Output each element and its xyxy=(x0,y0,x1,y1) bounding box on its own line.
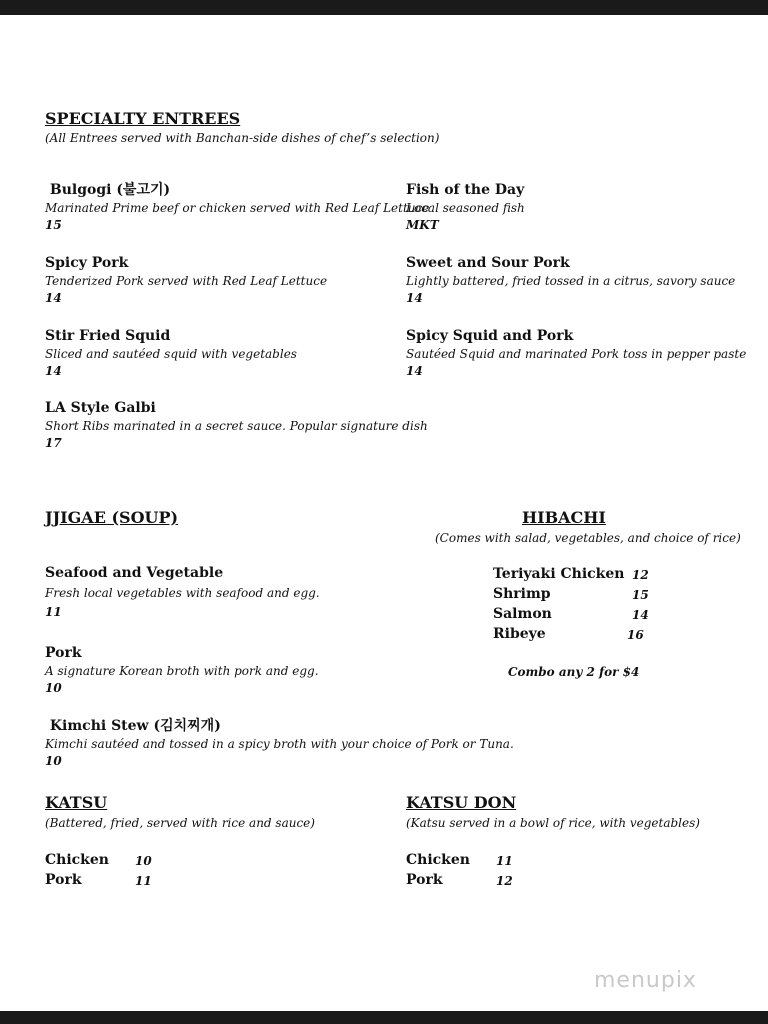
specialty-entrees-note: (All Entrees served with Banchan-side dishes of chef’s selection) xyxy=(45,131,440,145)
bottom-border-bar xyxy=(0,1011,768,1024)
item-price: 10 xyxy=(45,754,62,768)
hibachi-row-salmon xyxy=(493,604,653,624)
menu-item-seafood-and-vegetable xyxy=(45,564,320,621)
hibachi-row-shrimp xyxy=(493,584,653,604)
item-price: 14 xyxy=(45,291,62,305)
item-price: 11 xyxy=(496,854,513,868)
item-description: Local seasoned fish xyxy=(406,201,525,215)
item-price: 10 xyxy=(135,854,152,868)
item-name: Stir Fried Squid xyxy=(45,328,171,344)
hibachi-combo-note: Combo any 2 for $4 xyxy=(508,665,640,679)
item-name: Pork xyxy=(45,645,82,661)
katsu-don-row-pork xyxy=(406,870,526,890)
item-description: Lightly battered, fried tossed in a citrus, savory sauce xyxy=(406,274,736,288)
item-price: MKT xyxy=(406,218,439,232)
item-name: Bulgogi (불고기) xyxy=(45,182,171,198)
item-name: Spicy Pork xyxy=(45,255,129,271)
item-description: Short Ribs marinated in a secret sauce. Popular signature dish xyxy=(45,419,428,433)
hibachi-note: (Comes with salad, vegetables, and choice of rice) xyxy=(435,531,741,545)
item-price: 15 xyxy=(632,588,649,602)
item-description: Kimchi sautéed and tossed in a spicy broth with your choice of Pork or Tuna. xyxy=(45,737,514,751)
menu-item-bulgogi xyxy=(45,181,429,234)
item-name: Sweet and Sour Pork xyxy=(406,255,570,271)
watermark-logo: menupix xyxy=(594,968,697,993)
katsu-heading: KATSU xyxy=(45,793,108,812)
item-name: Chicken xyxy=(45,852,109,868)
item-description: Sautéed Squid and marinated Pork toss in pepper paste xyxy=(406,347,747,361)
item-name: Teriyaki Chicken xyxy=(493,566,625,582)
hibachi-row-ribeye xyxy=(493,624,653,644)
item-price: 12 xyxy=(496,874,513,888)
katsu-don-note: (Katsu served in a bowl of rice, with vegetables) xyxy=(406,816,700,830)
item-price: 15 xyxy=(45,218,62,232)
item-price: 14 xyxy=(406,364,423,378)
item-description: Fresh local vegetables with seafood and egg. xyxy=(45,586,320,600)
item-name: Ribeye xyxy=(493,626,546,642)
menu-item-la-style-galbi xyxy=(45,399,428,452)
top-border-bar xyxy=(0,0,768,15)
item-name: Spicy Squid and Pork xyxy=(406,328,574,344)
item-name: Seafood and Vegetable xyxy=(45,565,224,581)
hibachi-heading: HIBACHI xyxy=(522,508,606,527)
menu-item-stir-fried-squid xyxy=(45,327,297,380)
specialty-entrees-heading: SPECIALTY ENTREES xyxy=(45,109,241,128)
item-description: Sliced and sautéed squid with vegetables xyxy=(45,347,297,361)
jjigae-heading: JJIGAE (SOUP) xyxy=(45,508,179,527)
item-price: 11 xyxy=(45,605,62,619)
item-name: Pork xyxy=(406,872,443,888)
menu-item-sweet-and-sour-pork xyxy=(406,254,735,307)
item-price: 16 xyxy=(627,628,644,642)
item-name: Pork xyxy=(45,872,82,888)
menu-item-pork-soup xyxy=(45,644,319,697)
item-name: Chicken xyxy=(406,852,470,868)
item-price: 11 xyxy=(135,874,152,888)
item-description: Tenderized Pork served with Red Leaf Lettuce xyxy=(45,274,328,288)
item-price: 14 xyxy=(632,608,649,622)
item-name: LA Style Galbi xyxy=(45,400,156,416)
katsu-don-row-chicken xyxy=(406,850,526,870)
item-price: 12 xyxy=(632,568,649,582)
item-price: 10 xyxy=(45,681,62,695)
menu-item-fish-of-the-day xyxy=(406,181,525,234)
item-description: Marinated Prime beef or chicken served with Red Leaf Lettuce xyxy=(45,201,430,215)
menu-item-spicy-pork xyxy=(45,254,327,307)
hibachi-row-teriyaki-chicken xyxy=(493,564,653,584)
item-name: Salmon xyxy=(493,606,552,622)
item-price: 14 xyxy=(406,291,423,305)
katsu-row-pork xyxy=(45,870,165,890)
katsu-row-chicken xyxy=(45,850,165,870)
katsu-don-heading: KATSU DON xyxy=(406,793,517,812)
menu-item-spicy-squid-and-pork xyxy=(406,327,746,380)
item-name: Fish of the Day xyxy=(406,182,525,198)
item-price: 17 xyxy=(45,436,62,450)
item-price: 14 xyxy=(45,364,62,378)
item-description: A signature Korean broth with pork and egg. xyxy=(45,664,319,678)
katsu-note: (Battered, fried, served with rice and sauce) xyxy=(45,816,315,830)
item-name: Kimchi Stew (김치찌개) xyxy=(45,718,221,734)
menu-item-kimchi-stew xyxy=(45,717,514,770)
item-name: Shrimp xyxy=(493,586,551,602)
